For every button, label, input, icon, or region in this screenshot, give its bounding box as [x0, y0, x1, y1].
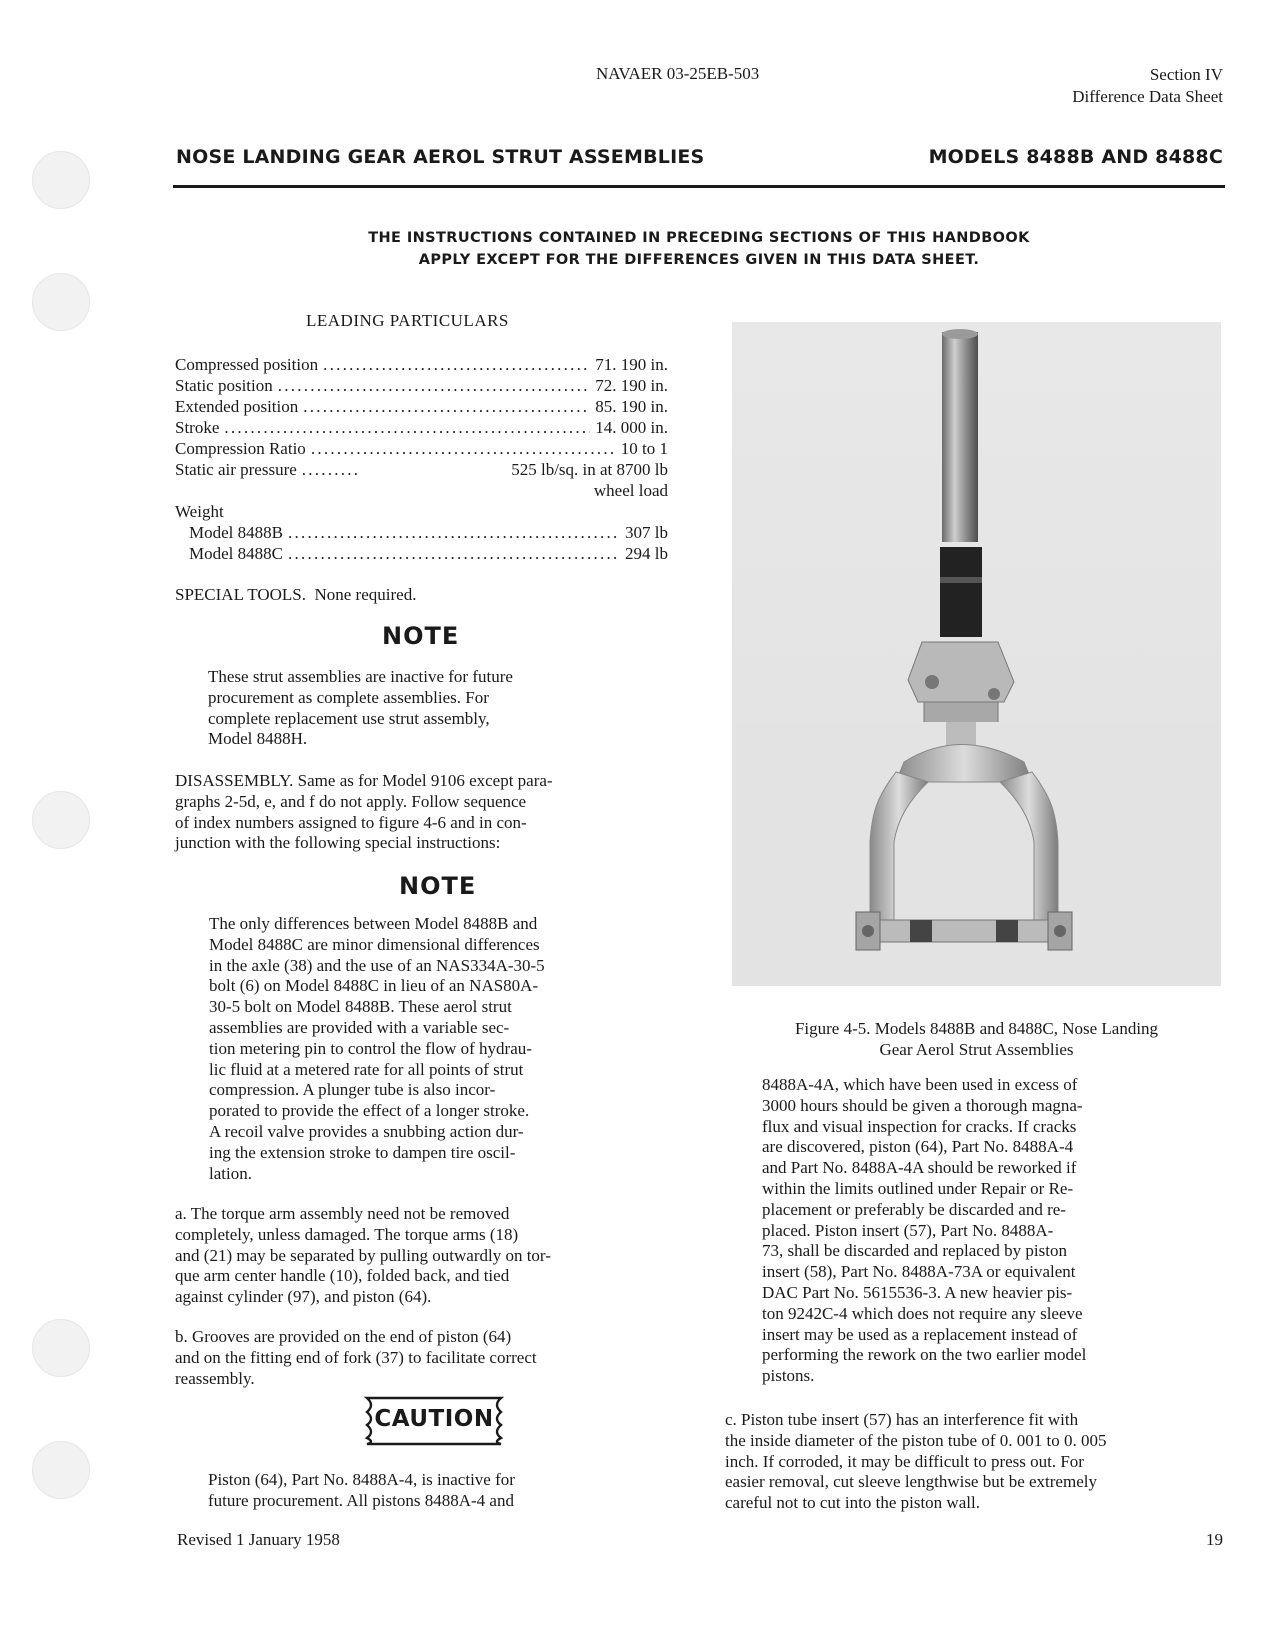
section-title: Difference Data Sheet [1072, 87, 1223, 106]
spec-value: 71. 190 in. [595, 355, 668, 374]
note-heading: NOTE [382, 622, 460, 650]
spec-value: 525 lb/sq. in at 8700 lb [511, 460, 668, 479]
page-title: NOSE LANDING GEAR AEROL STRUT ASSEMBLIES [176, 146, 705, 168]
binder-hole [32, 791, 90, 849]
leading-particulars-title: LEADING PARTICULARS [306, 311, 509, 330]
spec-label: Stroke [175, 418, 220, 437]
disassembly-paragraph: DISASSEMBLY. Same as for Model 9106 except para- graphs 2-5d, e, and f do not apply. Follow sequence of index numbers assigned to figure 4-6 and in con- junction with the following special instructions: [175, 771, 553, 853]
intro-line: APPLY EXCEPT FOR THE DIFFERENCES GIVEN IN THIS DATA SHEET. [418, 252, 980, 268]
spec-row [189, 522, 668, 543]
intro-line: THE INSTRUCTIONS CONTAINED IN PRECEDING SECTIONS OF THIS HANDBOOK [368, 230, 1030, 246]
spec-value: 85. 190 in. [595, 397, 668, 416]
note-body: The only differences between Model 8488B and Model 8488C are minor dimensional differences in the axle (38) and the use of an NAS334A-30-5 bolt (6) on Model 8488C in lieu of an NAS80A- 30-5 bolt on Model 8488B. These aerol strut assemblies are provided with a variable sec- tion metering pin to control the flow of hydrau- lic fluid at a metered rate for all points of strut compression. A plunger tube is also incor- porated to provide the effect of a longer stroke. A recoil valve provides a snubbing action dur- ing the extension stroke to dampen tire oscil- lation. [209, 914, 545, 1183]
spec-row [175, 417, 668, 438]
binder-hole [32, 273, 90, 331]
document-number: NAVAER 03-25EB-503 [596, 64, 760, 83]
spec-label: Model 8488B [189, 523, 283, 542]
special-tools: SPECIAL TOOLS. None required. [175, 585, 417, 604]
spec-value: 10 to 1 [620, 439, 668, 458]
spec-label: Model 8488C [189, 544, 283, 563]
spec-label: Compressed position [175, 355, 319, 374]
strut-fork-icon [732, 322, 1221, 986]
figure-caption-line: Figure 4-5. Models 8488B and 8488C, Nose Landing [794, 1019, 1159, 1038]
spec-continuation: wheel load [593, 481, 668, 500]
paragraph-c: c. Piston tube insert (57) has an interference fit with the inside diameter of the piston tube of 0. 001 to 0. 005 inch. If corroded, it may be difficult to press out. For easier removal, cut sleeve lengthwise but be extremely careful not to cut into the piston wall. [725, 1410, 1107, 1513]
caution-body: Piston (64), Part No. 8488A-4, is inactive for future procurement. All pistons 8488A-4 and [208, 1470, 515, 1510]
header-rule [173, 185, 1225, 188]
paragraph-a: a. The torque arm assembly need not be removed completely, unless damaged. The torque arms (18) and (21) may be separated by pulling outwardly on tor- que arm center handle (10), folded back, and tied against cylinder (97), and piston (64). [175, 1204, 551, 1307]
intro-statement [173, 227, 1225, 271]
spec-row [175, 459, 668, 480]
spec-value: 307 lb [625, 523, 668, 542]
section-label [1072, 64, 1223, 108]
section-number: Section IV [1149, 65, 1223, 84]
spec-row [175, 396, 668, 417]
note-heading: NOTE [399, 872, 477, 900]
paragraph-b: b. Grooves are provided on the end of piston (64) and on the fitting end of fork (37) to facilitate correct reassembly. [175, 1327, 537, 1388]
figure-caption [732, 1018, 1221, 1060]
note-body: These strut assemblies are inactive for future procurement as complete assemblies. For complete replacement use strut assembly, Model 8488H. [208, 667, 513, 749]
spec-label: Static position [175, 376, 273, 395]
spec-row [189, 543, 668, 564]
figure-caption-line: Gear Aerol Strut Assemblies [879, 1040, 1074, 1059]
spec-value: 294 lb [625, 544, 668, 563]
spec-value: 72. 190 in. [595, 376, 668, 395]
revision-date: Revised 1 January 1958 [177, 1530, 340, 1549]
spec-label: Compression Ratio [175, 439, 306, 458]
binder-hole [32, 151, 90, 209]
spec-label: Static air pressure [175, 460, 297, 479]
fork-overlay [732, 322, 1221, 986]
models-title: MODELS 8488B AND 8488C [928, 146, 1223, 168]
caution-continuation: 8488A-4A, which have been used in excess of 3000 hours should be given a thorough magna- flux and visual inspection for cracks. If cracks are discovered, piston (64), Part No. 8488A-4 and Part No. 8488A-4A should be reworked if within the limits outlined under Repair or Re- placement or preferably be discarded and re- placed. Piston insert (57), Part No. 8488A- 73, shall be discarded and replaced by piston insert (58), Part No. 8488A-73A or equivalent DAC Part No. 5615536-3. A new heavier pis- ton 9242C-4 which does not require any sleeve insert may be used as a replacement instead of performing the rework on the two earlier model pistons. [762, 1075, 1087, 1386]
spec-row [175, 438, 668, 459]
weight-label: Weight [175, 502, 224, 521]
page-number: 19 [1206, 1530, 1223, 1549]
caution-heading: CAUTION [374, 1406, 494, 1432]
spec-label: Extended position [175, 397, 299, 416]
spec-row [175, 375, 668, 396]
binder-hole [32, 1319, 90, 1377]
binder-hole [32, 1441, 90, 1499]
spec-row [175, 354, 668, 375]
spec-value: 14. 000 in. [595, 418, 668, 437]
